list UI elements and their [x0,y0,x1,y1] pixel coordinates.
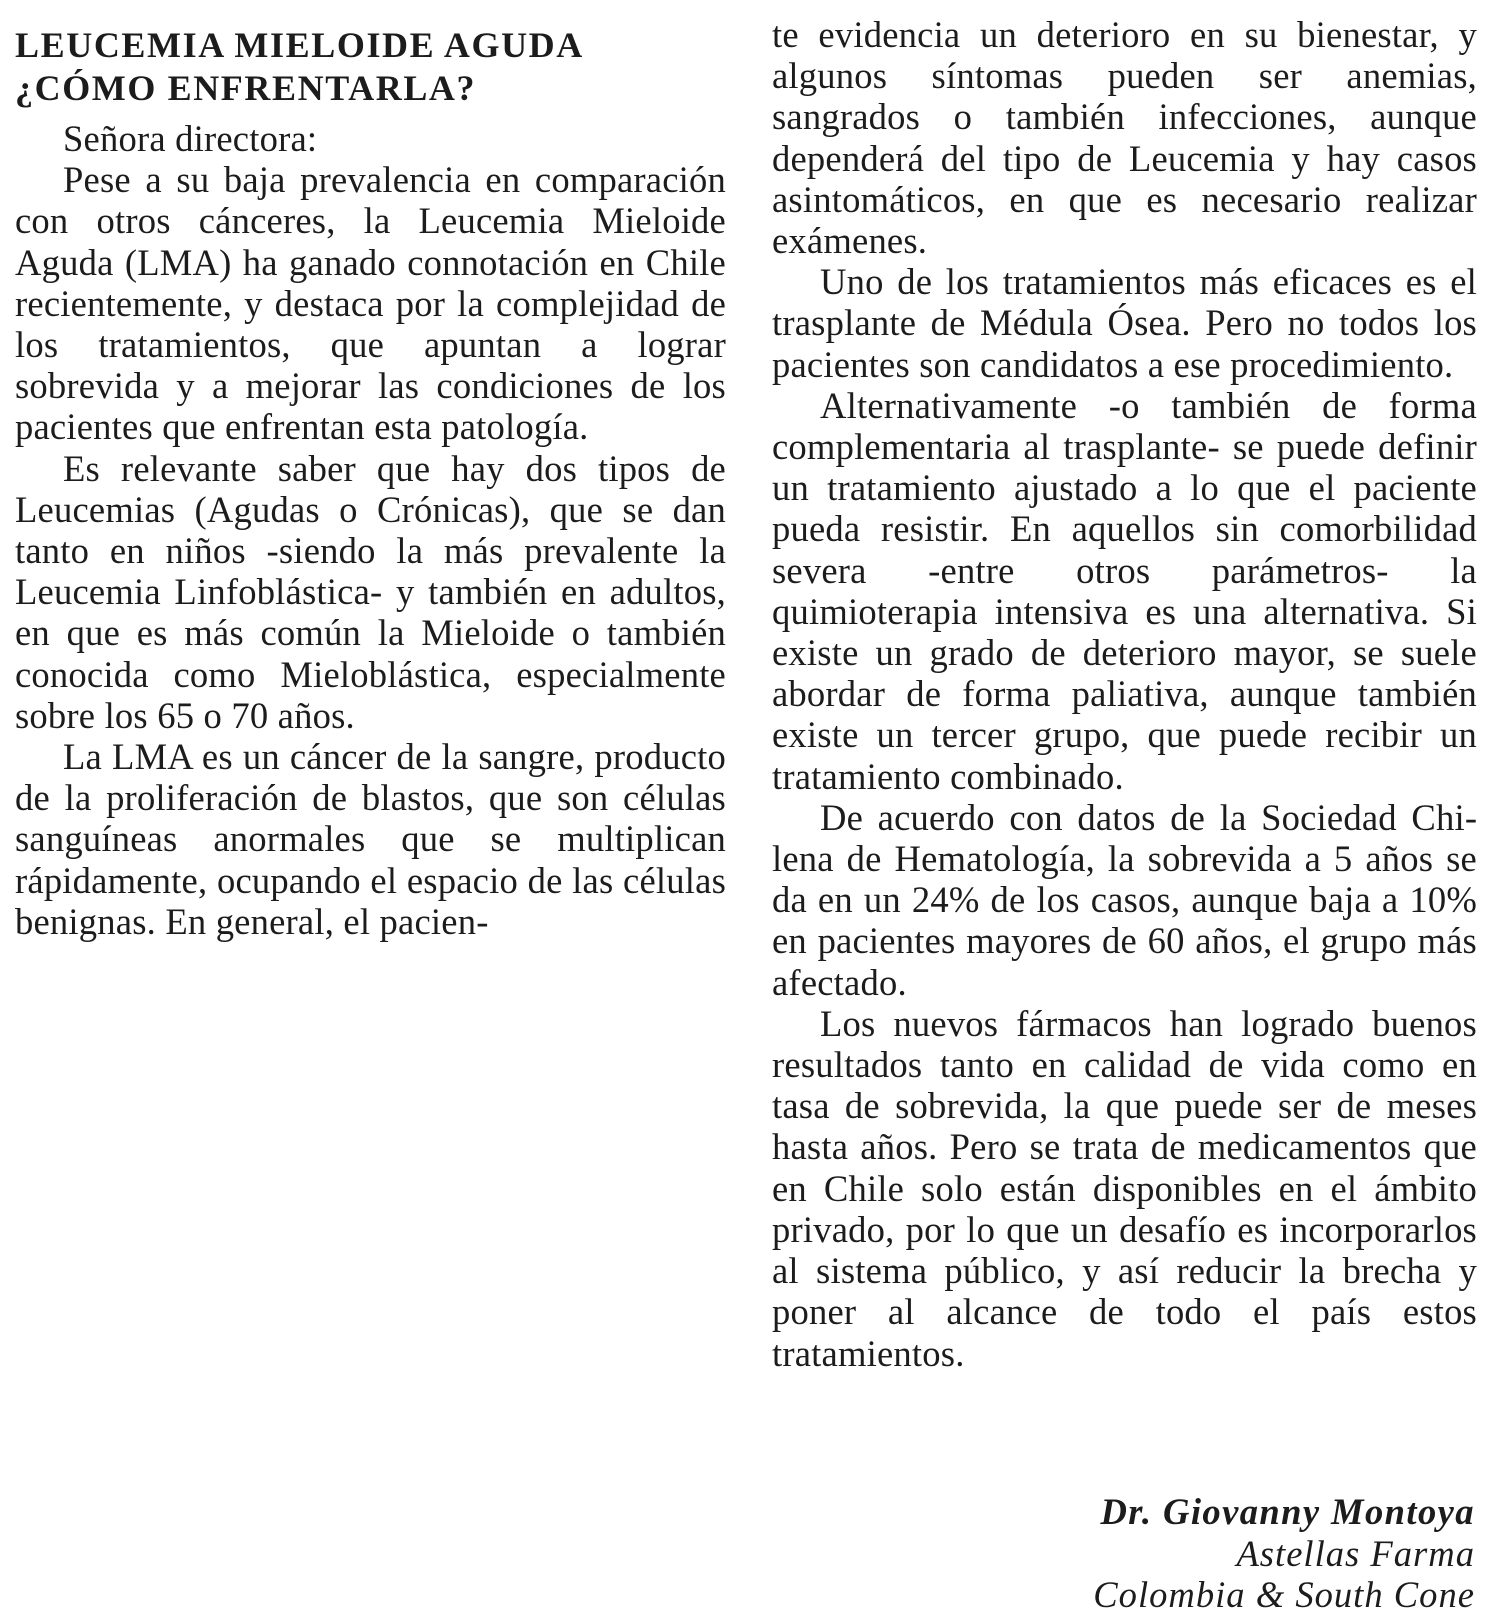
paragraph: Es relevante saber que hay dos tipos de Leucemias (Agudas o Crónicas), que se dan tanto en niños -siendo la más prevalente la Leucemia Linfoblástica- y también en adultos, en que es más común la Mieloide o también conocida como Mieloblástica, especialmente sobre los 65 o 70 años. [15,447,726,736]
signature-block [1093,1491,1475,1616]
paragraph: Alternativamente -o también de forma complementaria al trasplante- se puede definir un tratamiento ajustado a lo que el paciente pueda resistir. En aquellos sin comorbilidad severa -entre otros parámetros- la quimioterapia intensiva es una alternativa. Si existe un grado de deterioro mayor, se suele abordar de forma paliativa, aunque también existe un tercer grupo, que puede recibir un tratamiento combinado. [772,384,1477,797]
left-column [15,14,726,942]
headline: LEUCEMIA MIELOIDE AGUDA ¿CÓMO ENFRENTARLA? [15,25,582,108]
paragraph: La LMA es un cáncer de la sangre, producto de la proliferación de blastos, que son células sanguíneas anormales que se multiplican rápidamente, ocupando el espacio de las células benignas. En general, el pacien- [15,736,726,942]
author-name: Dr. Giovanny Montoya [1100,1491,1475,1532]
paragraph: De acuerdo con datos de la Sociedad Chilena de Hematología, la sobrevida a 5 años se da en un 24% de los casos, aunque baja a 10% en pacientes mayores de 60 años, el grupo más afectado. [772,796,1477,1003]
paragraph: Los nuevos fármacos han logrado buenos resultados tanto en calidad de vida como en tasa de sobrevida, la que puede ser de meses hasta años. Pero se trata de medicamentos que en Chile solo están disponibles en el ámbito privado, por lo que un desafío es incorporarlos al sistema público, y así reducir la brecha y poner al alcance de todo el país estos tratamientos. [772,1002,1477,1374]
right-column [772,14,1477,1374]
author-region: Colombia & South Cone [1093,1574,1475,1615]
salutation: Señora directora: [63,118,318,159]
paragraph-continuation: te evidencia un deterioro en su bienestar, y algunos síntomas pueden ser anemias, sangrados o también infecciones, aunque dependerá del tipo de Leucemia y hay casos asintomáticos, en que es necesario realizar exámenes. [772,14,1477,262]
paragraph: Pese a su baja prevalencia en comparación con otros cánceres, la Leucemia Mieloide Aguda (LMA) ha ganado connotación en Chile recientemente, y destaca por la complejidad de los tratamientos, que apuntan a lograr sobrevida y a mejorar las condiciones de los pacientes que enfrentan esta patología. [15,159,726,448]
paragraph: Uno de los tratamientos más eficaces es el trasplante de Médula Ósea. Pero no todos los pacientes son candidatos a ese procedimiento. [772,261,1477,385]
author-company: Astellas Farma [1236,1532,1475,1574]
